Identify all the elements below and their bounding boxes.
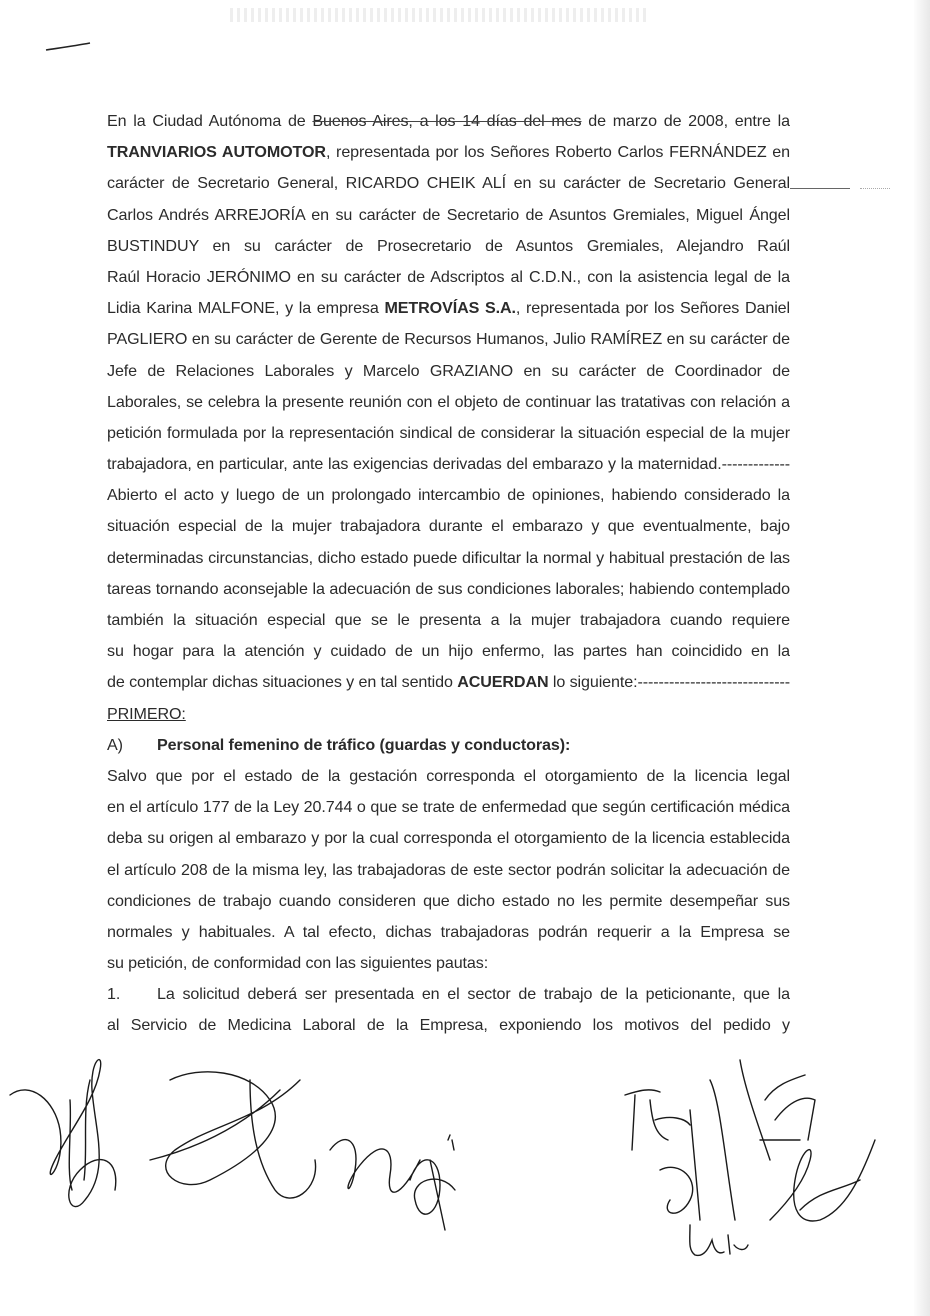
text-line [107, 948, 790, 979]
text-line [107, 511, 790, 542]
text-run: deba su origen al embarazo y por la cual corresponda el otorgamiento de la licencia establecida [107, 829, 790, 848]
text-line [107, 605, 790, 636]
text-line [107, 667, 790, 698]
text-run: 1. [107, 985, 121, 1004]
text-line [107, 449, 790, 480]
text-line [107, 543, 790, 574]
text-line [107, 1010, 790, 1041]
signature-7 [690, 1225, 748, 1255]
text-line [107, 917, 790, 948]
text-line [107, 699, 790, 730]
text-run: TRANVIARIOS AUTOMOTOR [107, 143, 326, 162]
text-run: condiciones de trabajo cuando consideren que dicho estado no les permite desempeñar sus [107, 891, 790, 910]
text-run: al Servicio de Medicina Laboral de la Empresa, exponiendo los motivos del pedido y [107, 1016, 790, 1035]
text-run: A) [107, 735, 123, 754]
text-run: petición formulada por la representación sindical de considerar la situación especial de la mujer [107, 423, 790, 442]
text-run: situación especial de la mujer trabajadora durante el embarazo y que eventualmente, bajo [107, 517, 790, 536]
pen-mark [44, 38, 94, 58]
text-line [107, 137, 790, 168]
document-body [107, 106, 790, 1042]
text-run: Buenos Aires, a los 14 días del mes [312, 112, 582, 130]
text-run: normales y habituales. A tal efecto, dichas trabajadoras podrán requerir a la Empresa se [107, 922, 790, 941]
text-run: La solicitud deberá ser presentada en el sector de trabajo de la peticionante, que la [157, 985, 790, 1004]
text-line [107, 293, 790, 324]
text-run: ACUERDAN [457, 673, 549, 692]
signature-1 [10, 1060, 116, 1207]
text-line [107, 387, 790, 418]
signatures-drawing [0, 1040, 930, 1316]
text-run: carácter de Secretario General, RICARDO CHEIK ALÍ en su carácter de Secretario General [107, 174, 790, 193]
text-run: Personal femenino de tráfico (guardas y conductoras): [157, 735, 571, 754]
text-run: lo siguiente:----------------------------- [552, 673, 790, 692]
text-line [107, 574, 790, 605]
text-line [107, 823, 790, 854]
text-run: PAGLIERO en su carácter de Gerente de Recursos Humanos, Julio RAMÍREZ en su carácter de [107, 330, 790, 349]
text-line [107, 168, 790, 199]
scan-smudge [230, 8, 650, 22]
text-line [107, 886, 790, 917]
text-line [107, 262, 790, 293]
text-run: Abierto el acto y luego de un prolongado intercambio de opiniones, habiendo considerado la [107, 486, 790, 505]
text-line [107, 231, 790, 262]
signature-3 [330, 1135, 455, 1230]
text-run: en el artículo 177 de la Ley 20.744 o que se trate de enfermedad que según certificación médica [107, 798, 790, 817]
text-run: de contemplar dichas situaciones y en tal sentido [107, 673, 458, 692]
text-line [107, 480, 790, 511]
pen-tick [452, 1140, 454, 1150]
text-run: el artículo 208 de la misma ley, las trabajadoras de este sector podrán solicitar la adecuación de [107, 860, 790, 879]
text-line [107, 106, 790, 137]
text-run: Raúl Horacio JERÓNIMO en su carácter de Adscriptos al C.D.N., con la asistencia legal de la [107, 267, 790, 286]
text-run: tareas tornando aconsejable la adecuación de sus condiciones laborales; habiendo contemplado [107, 579, 790, 598]
margin-dash-faint [860, 188, 890, 189]
text-line [107, 324, 790, 355]
text-run: Lidia Karina MALFONE, y la empresa [107, 299, 385, 318]
signature-5 [710, 1060, 815, 1220]
text-run: Jefe de Relaciones Laborales y Marcelo GRAZIANO en su carácter de Coordinador de [107, 361, 790, 380]
text-line [107, 730, 790, 761]
signature-6 [770, 1140, 875, 1221]
text-run: PRIMERO: [107, 704, 186, 723]
text-run: determinadas circunstancias, dicho estado puede dificultar la normal y habitual prestación de las [107, 548, 790, 567]
text-run: METROVÍAS S.A. [384, 299, 516, 318]
margin-dash [790, 188, 850, 189]
text-line [107, 200, 790, 231]
signature-4 [625, 1090, 700, 1220]
text-run: , representada por los Señores Daniel [515, 299, 790, 318]
text-line [107, 855, 790, 886]
text-run: En la Ciudad Autónoma de [107, 112, 313, 130]
text-line [107, 356, 790, 387]
text-line [107, 636, 790, 667]
signature-2 [150, 1072, 316, 1198]
text-run: Carlos Andrés ARREJORÍA en su carácter de Secretario de Asuntos Gremiales, Miguel Ángel [107, 205, 790, 224]
text-run: su hogar para la atención y cuidado de un hijo enfermo, las partes han coincidido en la [107, 642, 790, 661]
text-run: , representada por los Señores Roberto Carlos FERNÁNDEZ en [325, 143, 790, 162]
text-run: trabajadora, en particular, ante las exigencias derivadas del embarazo y la maternidad.------------- [107, 455, 790, 474]
text-line [107, 761, 790, 792]
text-run: Laborales, se celebra la presente reunión con el objeto de continuar las tratativas con relación a [107, 392, 790, 411]
text-run: Salvo que por el estado de la gestación corresponda el otorgamiento de la licencia legal [107, 766, 790, 785]
text-line [107, 792, 790, 823]
text-line [107, 979, 790, 1010]
text-line [107, 418, 790, 449]
text-run: su petición, de conformidad con las siguientes pautas: [107, 954, 489, 973]
signatures-area [0, 1040, 930, 1316]
text-run: de marzo de 2008, entre la [581, 112, 790, 130]
text-run: también la situación especial que se le presenta a la mujer trabajadora cuando requiere [107, 611, 790, 629]
text-run: BUSTINDUY en su carácter de Prosecretario de Asuntos Gremiales, Alejandro Raúl [107, 236, 790, 255]
